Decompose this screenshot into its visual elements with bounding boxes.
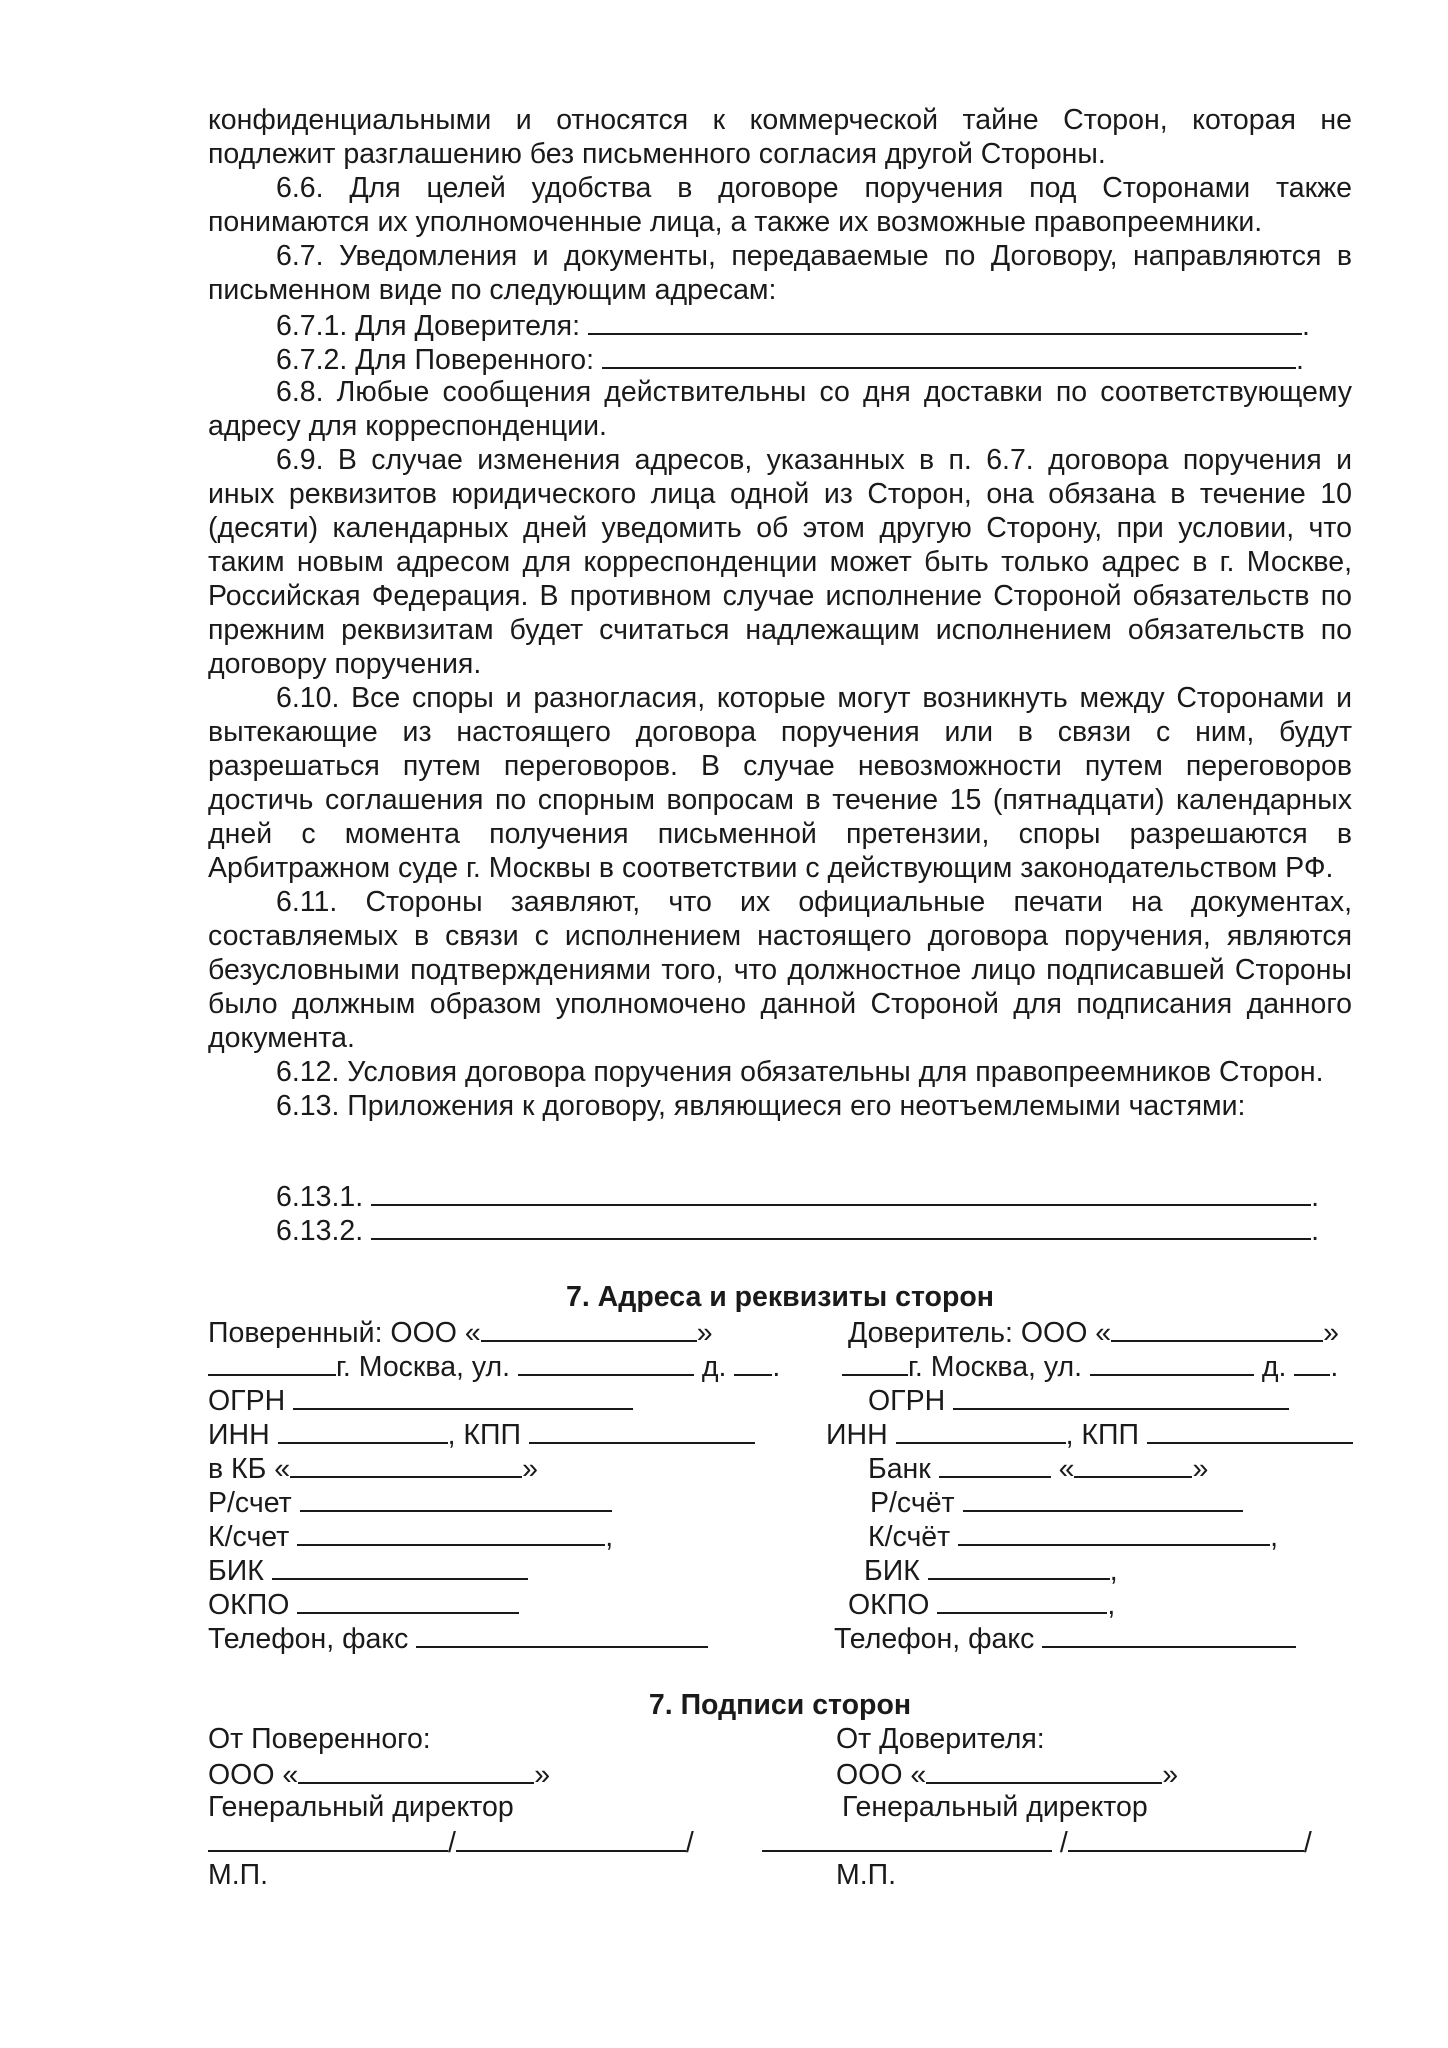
trustor-street-blank — [1090, 1348, 1254, 1376]
section-7-title: 7. Адреса и реквизиты сторон — [566, 1281, 994, 1313]
address-attorney-label: 6.7.2. Для Поверенного: — [276, 344, 595, 376]
annex-line-1 — [276, 1178, 1319, 1214]
trustor-bik — [864, 1552, 1118, 1588]
signatures-title: 7. Подписи сторон — [648, 1689, 912, 1721]
attorney-inn-label: ИНН — [208, 1419, 270, 1451]
trustor-corr-blank — [958, 1518, 1270, 1546]
line-end: . — [1296, 344, 1304, 376]
slash: / — [685, 1827, 694, 1859]
trustor-okpo — [848, 1586, 1115, 1622]
trustor-kpp-blank — [1147, 1416, 1353, 1444]
address-trustor-label: 6.7.1. Для Доверителя: — [276, 310, 581, 342]
attorney-kpp-blank — [529, 1416, 755, 1444]
quote-close: » — [696, 1317, 713, 1349]
line-end: . — [1311, 1181, 1319, 1213]
trustor-bik-blank — [928, 1552, 1110, 1580]
attorney-corr — [208, 1518, 613, 1554]
trustor-okpo-blank — [937, 1586, 1107, 1614]
annex-2-blank — [371, 1212, 1311, 1240]
trustor-account-blank — [963, 1484, 1243, 1512]
paragraphs-middle — [208, 375, 1352, 1123]
address-attorney-blank — [602, 341, 1296, 369]
trustor-bik-label: БИК — [864, 1555, 920, 1587]
trustor-org-blank — [926, 1756, 1162, 1784]
trustor-party-label: Доверитель: ООО « — [848, 1317, 1112, 1349]
trustor-address — [842, 1348, 1338, 1384]
attorney-bik-blank — [272, 1552, 528, 1580]
attorney-phone — [208, 1620, 708, 1656]
paragraph-confidentiality: конфиденциальными и относятся к коммерческой тайне Сторон, которая не подлежит разглашению без письменного согласия другой Стороны. — [208, 104, 1352, 170]
trustor-bank — [868, 1450, 1208, 1486]
attorney-account — [208, 1484, 612, 1520]
trustor-inn-blank — [896, 1416, 1066, 1444]
trustor-city-label: г. Москва, ул. — [908, 1351, 1083, 1383]
trustor-party — [848, 1314, 1339, 1350]
paragraph-6-12: 6.12. Условия договора поручения обязательны для правопреемников Сторон. — [276, 1056, 1324, 1088]
attorney-stamp: М.П. — [208, 1859, 269, 1891]
trustor-corr-label: К/счёт — [868, 1521, 951, 1553]
trustor-index-blank — [842, 1348, 908, 1376]
address-trustor-line — [276, 307, 1310, 343]
attorney-org — [208, 1756, 550, 1792]
attorney-bank — [208, 1450, 538, 1486]
trustor-house-label: д. — [1261, 1351, 1287, 1383]
attorney-party-label: Поверенный: ООО « — [208, 1317, 481, 1349]
attorney-phone-blank — [416, 1620, 708, 1648]
trustor-signature-line — [762, 1824, 1312, 1860]
attorney-city-label: г. Москва, ул. — [336, 1351, 511, 1383]
annex-1-blank — [371, 1178, 1311, 1206]
attorney-okpo-label: ОКПО — [208, 1589, 290, 1621]
line-end: . — [1330, 1351, 1339, 1383]
line-end: , — [605, 1521, 614, 1553]
trustor-account-label: Р/счёт — [870, 1487, 955, 1519]
trustor-position: Генеральный директор — [842, 1791, 1148, 1823]
trustor-house-blank — [1294, 1348, 1330, 1376]
attorney-okpo-blank — [297, 1586, 519, 1614]
trustor-bank-blank — [939, 1450, 1051, 1478]
attorney-account-label: Р/счет — [208, 1487, 292, 1519]
trustor-bank-name-blank — [1074, 1450, 1192, 1478]
trustor-from: От Доверителя: — [836, 1723, 1045, 1755]
paragraph-6-10: 6.10. Все споры и разногласия, которые могут возникнуть между Сторонами и вытекающие из настоящего договора поручения или в связи с ним, будут разрешаться путем переговоров. В случае невозможности путем переговоров достичь соглашения по спорным вопросам в течение 15 (пятнадцати) календарных дней с момента получения письменной претензии, споры разрешаются в Арбитражном суде г. Москвы в соответствии с действующим законодательством РФ. — [208, 682, 1352, 884]
line-end: , — [1270, 1521, 1279, 1553]
trustor-name-signature-blank — [1068, 1824, 1304, 1852]
attorney-bank-label: в КБ « — [208, 1453, 291, 1485]
attorney-ogrn-blank — [293, 1382, 633, 1410]
attorney-ogrn-label: ОГРН — [208, 1385, 286, 1417]
attorney-position: Генеральный директор — [208, 1791, 514, 1823]
attorney-index-blank — [208, 1348, 336, 1376]
trustor-bank-label: Банк — [868, 1453, 931, 1485]
line-end: . — [1301, 310, 1310, 342]
attorney-name-signature-blank — [456, 1824, 686, 1852]
trustor-inn-kpp — [826, 1416, 1353, 1452]
attorney-kpp-label: , КПП — [447, 1419, 521, 1451]
address-attorney-line — [276, 341, 1304, 377]
trustor-org — [836, 1756, 1178, 1792]
slash: / — [448, 1827, 456, 1859]
attorney-org-label: ООО « — [208, 1759, 299, 1791]
paragraph-6-6: 6.6. Для целей удобства в договоре поручения под Сторонами также понимаются их уполномоченные лица, а также их возможные правопреемники. — [208, 172, 1352, 238]
quote-close: » — [522, 1453, 538, 1485]
paragraph-6-13: 6.13. Приложения к договору, являющиеся его неотъемлемыми частями: — [276, 1090, 1246, 1122]
quote-close: » — [1323, 1317, 1339, 1349]
trustor-signature-blank — [762, 1824, 1052, 1852]
trustor-ogrn-blank — [953, 1382, 1289, 1410]
attorney-street-blank — [518, 1348, 694, 1376]
attorney-bik-label: БИК — [208, 1555, 264, 1587]
slash: / — [1303, 1827, 1312, 1859]
trustor-ogrn-label: ОГРН — [868, 1385, 946, 1417]
trustor-inn-label: ИНН — [826, 1419, 888, 1451]
trustor-account — [870, 1484, 1243, 1520]
annex-1-label: 6.13.1. — [276, 1181, 364, 1213]
attorney-bank-blank — [290, 1450, 522, 1478]
attorney-account-blank — [300, 1484, 612, 1512]
trustor-stamp: М.П. — [836, 1859, 897, 1891]
quote-close: » — [1192, 1453, 1209, 1485]
trustor-ogrn — [868, 1382, 1289, 1418]
line-end: . — [1311, 1215, 1319, 1247]
paragraph-6-9: 6.9. В случае изменения адресов, указанных в п. 6.7. договора поручения и иных реквизитов юридического лица одной из Сторон, она обязана в течение 10 (десяти) календарных дней уведомить об этом другую Сторону, при условии, что таким новым адресом для корреспонденции может быть только адрес в г. Москве, Российская Федерация. В противном случае исполнение Стороной обязательств по прежним реквизитам будет считаться надлежащим исполнением обязательств по договору поручения. — [208, 444, 1352, 680]
annex-2-label: 6.13.2. — [276, 1215, 364, 1247]
trustor-corr — [868, 1518, 1278, 1554]
attorney-corr-blank — [297, 1518, 605, 1546]
address-trustor-blank — [588, 307, 1302, 335]
attorney-signature-blank — [208, 1824, 448, 1852]
quote-open: « — [1058, 1453, 1075, 1485]
attorney-inn-kpp — [208, 1416, 755, 1452]
slash: / — [1059, 1827, 1068, 1859]
attorney-address — [208, 1348, 780, 1384]
attorney-house-label: д. — [701, 1351, 727, 1383]
paragraphs-top — [208, 103, 1352, 307]
attorney-phone-label: Телефон, факс — [208, 1623, 409, 1655]
attorney-house-blank — [734, 1348, 772, 1376]
attorney-name-blank — [481, 1314, 697, 1342]
line-end: . — [772, 1351, 781, 1383]
paragraph-6-8: 6.8. Любые сообщения действительны со дня доставки по соответствующему адресу для корреспонденции. — [208, 376, 1352, 442]
document-page — [208, 0, 1352, 2048]
paragraph-6-7: 6.7. Уведомления и документы, передаваемые по Договору, направляются в письменном виде по следующим адресам: — [208, 240, 1352, 306]
attorney-ogrn — [208, 1382, 633, 1418]
trustor-org-label: ООО « — [836, 1759, 927, 1791]
paragraph-6-11: 6.11. Стороны заявляют, что их официальные печати на документах, составляемых в связи с исполнением настоящего договора поручения, являются безусловными подтверждениями того, что должностное лицо подписавшей Стороны было должным образом уполномочено данной Стороной для подписания данного документа. — [208, 886, 1352, 1054]
attorney-bik — [208, 1552, 528, 1588]
attorney-corr-label: К/счет — [208, 1521, 290, 1553]
trustor-kpp-label: , КПП — [1065, 1419, 1139, 1451]
quote-close: » — [534, 1759, 551, 1791]
attorney-from: От Поверенного: — [208, 1723, 431, 1755]
attorney-party — [208, 1314, 713, 1350]
attorney-okpo — [208, 1586, 519, 1622]
line-end: , — [1107, 1589, 1116, 1621]
trustor-name-blank — [1111, 1314, 1323, 1342]
attorney-org-blank — [298, 1756, 534, 1784]
quote-close: » — [1162, 1759, 1179, 1791]
annex-line-2 — [276, 1212, 1319, 1248]
trustor-phone — [834, 1620, 1296, 1656]
trustor-phone-label: Телефон, факс — [834, 1623, 1035, 1655]
line-end: , — [1109, 1555, 1118, 1587]
attorney-inn-blank — [278, 1416, 448, 1444]
attorney-signature-line — [208, 1824, 694, 1860]
trustor-phone-blank — [1042, 1620, 1296, 1648]
trustor-okpo-label: ОКПО — [848, 1589, 930, 1621]
